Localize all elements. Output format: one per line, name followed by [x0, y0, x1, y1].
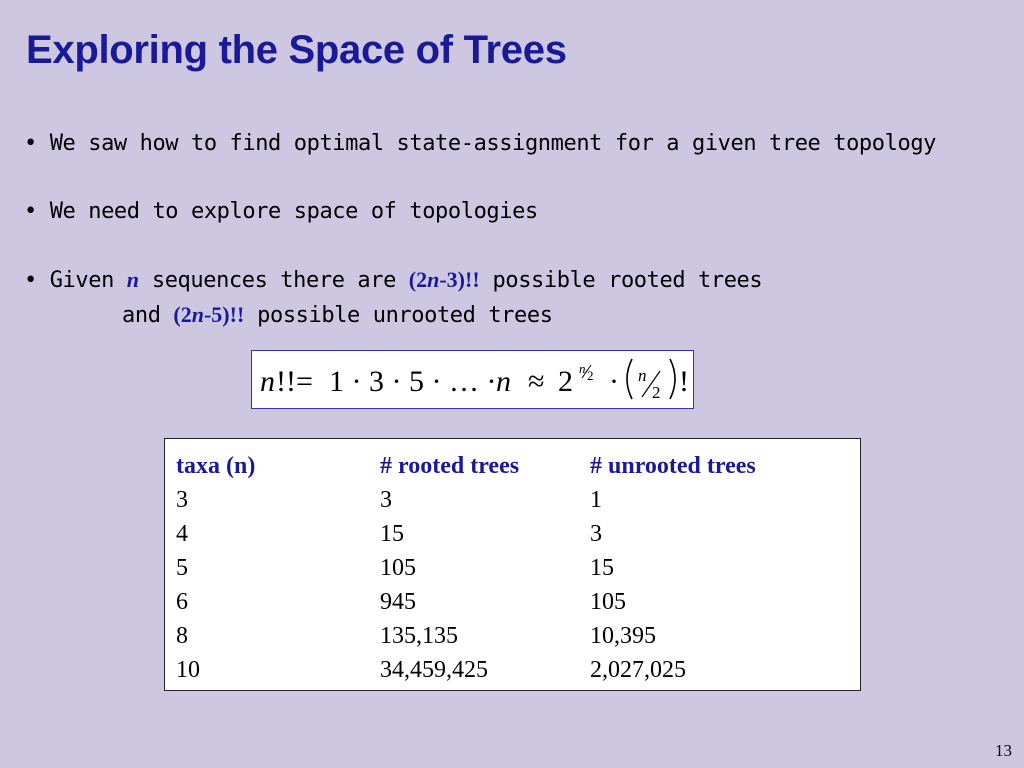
- formula-factorial: !: [679, 365, 689, 398]
- bullet-tree-count-continued: [122, 302, 553, 328]
- formula-product-n: n: [496, 365, 511, 398]
- cell-taxa: 6: [176, 589, 188, 615]
- formula-dot: ·: [609, 365, 619, 398]
- formula-frac-den: 2: [652, 383, 661, 402]
- bullet-text: and: [122, 303, 174, 328]
- cell-rooted: 15: [380, 521, 404, 547]
- table-row: [176, 619, 756, 653]
- slide-title: Exploring the Space of Trees: [26, 28, 567, 72]
- formula-exp-den: 2: [587, 368, 594, 383]
- bullet-tree-count: [24, 267, 762, 293]
- formula-right-paren: [670, 359, 675, 399]
- bullet-text: sequences there are: [139, 268, 409, 293]
- variable-n: n: [126, 267, 140, 292]
- formula-lhs-var: n: [260, 365, 275, 398]
- formula-product: 1 · 3 · 5 · … ·: [329, 365, 497, 398]
- cell-unrooted: 1: [590, 487, 602, 513]
- bullet-text: • Given: [24, 268, 127, 293]
- cell-unrooted: 2,027,025: [590, 657, 686, 683]
- table-header-row: [176, 449, 756, 483]
- page-number: 13: [995, 741, 1012, 760]
- bullet-text: possible rooted trees: [479, 268, 763, 293]
- bullet-text: possible unrooted trees: [244, 303, 553, 328]
- cell-unrooted: 3: [590, 521, 602, 547]
- cell-rooted: 945: [380, 589, 416, 615]
- table-row: [176, 483, 756, 517]
- cell-rooted: 3: [380, 487, 392, 513]
- formula-graphic: [252, 351, 692, 407]
- formula-exp-num: n: [579, 361, 586, 376]
- cell-unrooted: 105: [590, 589, 626, 615]
- cell-taxa: 4: [176, 521, 188, 547]
- cell-unrooted: 10,395: [590, 623, 656, 649]
- column-header-taxa: taxa (n): [176, 453, 256, 479]
- column-header-rooted: # rooted trees: [380, 453, 520, 479]
- rooted-count-expression: (2n-3)!!: [408, 267, 480, 292]
- cell-unrooted: 15: [590, 555, 614, 581]
- formula-approx: ≈: [528, 365, 545, 398]
- formula-base: 2: [558, 365, 573, 398]
- formula-left-paren: [627, 359, 632, 399]
- column-header-unrooted: # unrooted trees: [590, 453, 756, 479]
- cell-taxa: 3: [176, 487, 188, 513]
- cell-rooted: 135,135: [380, 623, 458, 649]
- formula-frac-num: n: [638, 366, 647, 385]
- unrooted-count-expression: (2n-5)!!: [173, 302, 245, 327]
- cell-rooted: 34,459,425: [380, 657, 488, 683]
- table-row: [176, 517, 756, 551]
- table-row: [176, 551, 756, 585]
- tree-count-table-box: [164, 438, 861, 691]
- cell-taxa: 5: [176, 555, 188, 581]
- tree-count-table: [176, 449, 756, 687]
- double-factorial-formula: [251, 350, 694, 409]
- bullet-explore-topologies: • We need to explore space of topologies: [24, 199, 538, 224]
- table-row: [176, 585, 756, 619]
- bullet-optimal-state: • We saw how to find optimal state-assignment for a given tree topology: [24, 131, 937, 156]
- table-row: [176, 653, 756, 687]
- formula-lhs-rest: !!=: [276, 365, 313, 398]
- cell-rooted: 105: [380, 555, 416, 581]
- cell-taxa: 10: [176, 657, 200, 683]
- cell-taxa: 8: [176, 623, 188, 649]
